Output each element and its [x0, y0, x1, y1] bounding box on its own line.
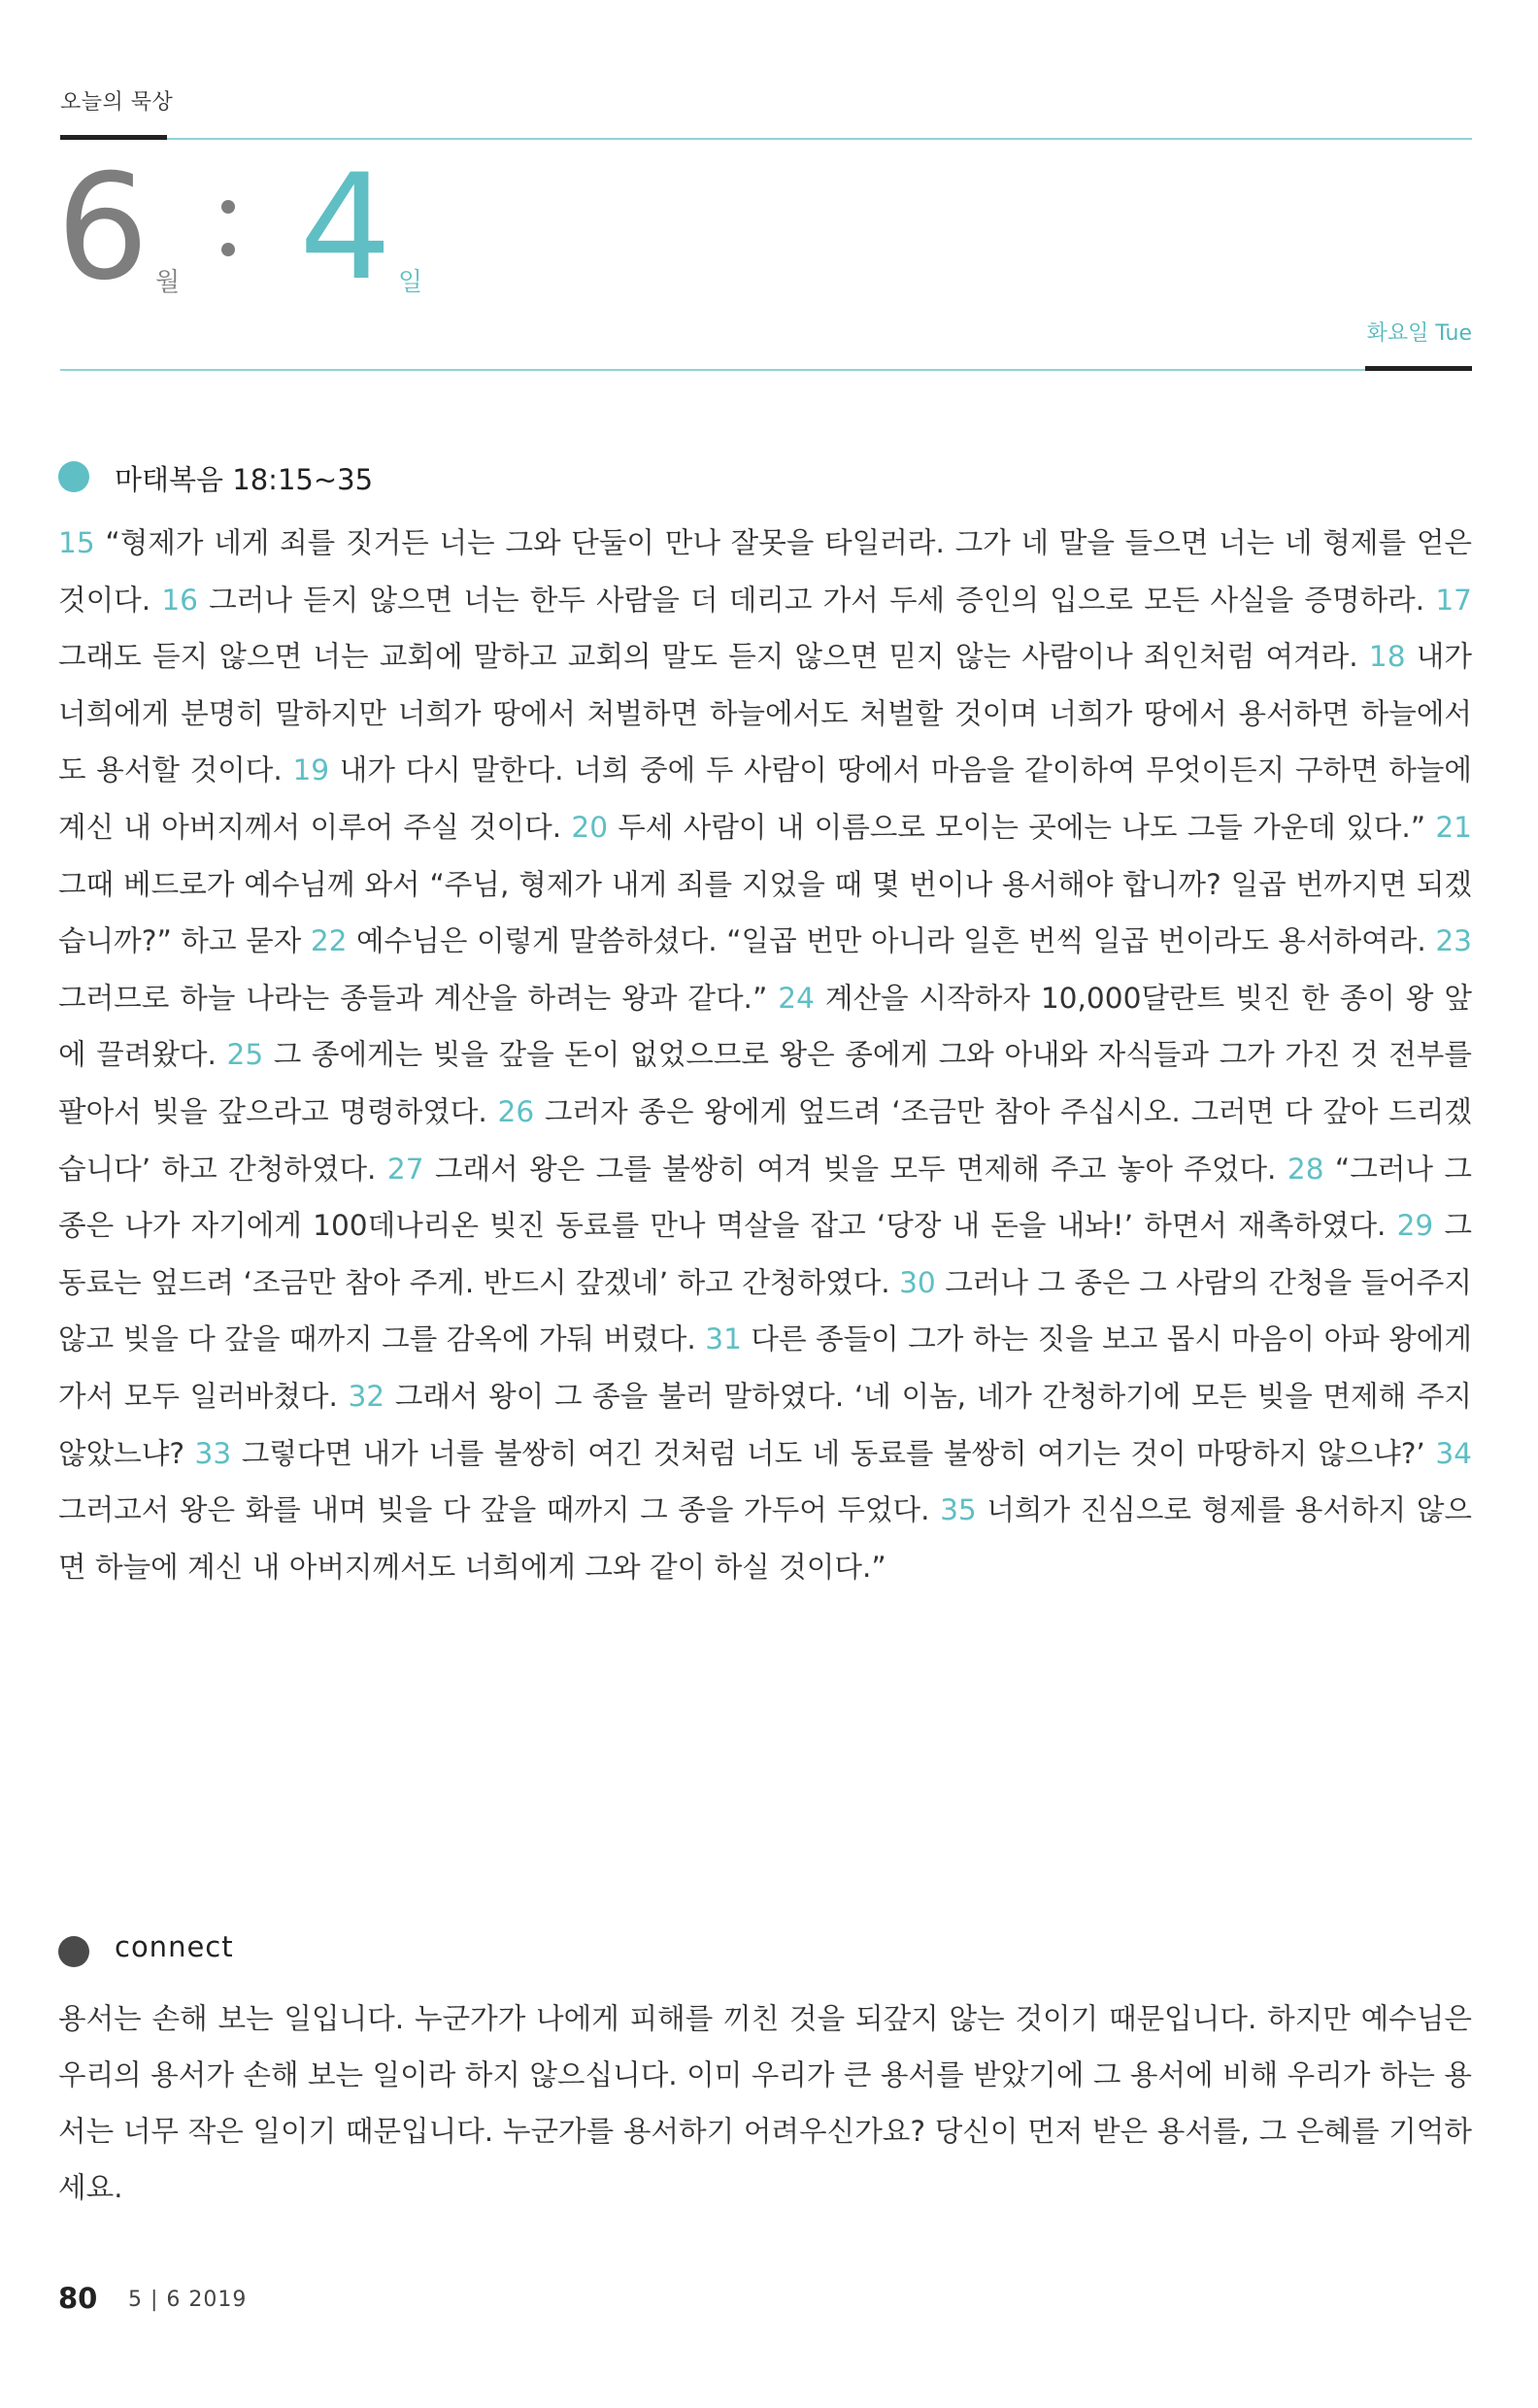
verse-text: 그래도 듣지 않으면 너는 교회에 말하고 교회의 말도 듣지 않으면 믿지 않는 사람이나 죄인처럼 여겨라. — [58, 640, 1369, 674]
verse-number: 35 — [940, 1493, 977, 1527]
connect-body: 용서는 손해 보는 일입니다. 누군가가 나에게 피해를 끼친 것을 되갚지 않는 것이기 때문입니다. 하지만 예수님은 우리의 용서가 손해 보는 일이라 하지 않으십니다. 이미 우리가 큰 용서를 받았기에 그 용서에 비해 우리가 하는 용서는 너무 작은 일이기 때문입니다. 누군가를 용서하기 어려우신가요? 당신이 먼저 받은 용서를, 그 은혜를 기억하세요. — [58, 2002, 1472, 2204]
verse-text: 그러나 듣지 않으면 너는 한두 사람을 더 데리고 가서 두세 증인의 입으로 모든 사실을 증명하라. — [198, 583, 1436, 617]
date-divider-accent — [1365, 366, 1472, 371]
verse-text: 다른 종들이 그가 하는 짓을 보고 몹시 마음이 아파 왕에게 가서 모두 일러바쳤다. — [58, 1322, 1472, 1413]
verse-number: 33 — [194, 1436, 232, 1470]
verse-text: 너희가 진심으로 형제를 용서하지 않으면 하늘에 계신 내 아버지께서도 너희에게 그와 같이 하실 것이다.” — [58, 1493, 1473, 1584]
verse-number: 25 — [226, 1038, 264, 1072]
verse-text: 계산을 시작하자 10,000달란트 빚진 한 종이 왕 앞에 끌려왔다. — [58, 981, 1473, 1072]
verse-text: 그러므로 하늘 나라는 종들과 계산을 하려는 왕과 같다.” — [58, 981, 779, 1015]
verse-number: 17 — [1435, 583, 1473, 617]
verse-number: 31 — [705, 1322, 742, 1356]
verse-text: “형제가 네게 죄를 짓거든 너는 그와 단둘이 만나 잘못을 타일러라. 그가 네 말을 들으면 너는 네 형제를 얻은 것이다. — [58, 526, 1472, 617]
verse-text: 그렇다면 내가 너를 불쌍히 여긴 것처럼 너도 네 동료를 불쌍히 여기는 것이 마땅하지 않으냐?’ — [231, 1436, 1436, 1470]
verse-number: 20 — [571, 810, 609, 844]
verse-text: 두세 사람이 내 이름으로 모이는 곳에는 나도 그들 가운데 있다.” — [608, 810, 1436, 844]
verse-number: 21 — [1435, 810, 1473, 844]
scripture-bullet-icon — [58, 461, 89, 492]
verse-text: 그래서 왕이 그 종을 불러 말하였다. ‘네 이놈, 네가 간청하기에 모든 빚을 면제해 주지 않았느냐? — [58, 1379, 1472, 1470]
verse-text: 그 종에게는 빚을 갚을 돈이 없었으므로 왕은 종에게 그와 아내와 자식들과 그가 가진 것 전부를 팔아서 빚을 갚으라고 명령하였다. — [58, 1038, 1472, 1128]
scripture-body — [58, 515, 1472, 1595]
verse-number: 34 — [1435, 1436, 1472, 1470]
verse-text: 그러나 그 종은 그 사람의 간청을 들어주지 않고 빚을 다 갚을 때까지 그를 감옥에 가둬 버렸다. — [58, 1265, 1472, 1356]
verse-number: 28 — [1287, 1152, 1324, 1186]
verse-number: 24 — [778, 981, 815, 1015]
day-number: 4 — [299, 144, 392, 313]
verse-text: 내가 다시 말한다. 너희 중에 두 사람이 땅에서 마음을 같이하여 무엇이든지 구하면 하늘에 계신 내 아버지께서 이루어 주실 것이다. — [58, 753, 1472, 844]
page-number: 80 — [58, 2282, 98, 2315]
header-divider — [60, 138, 1472, 140]
date-colon — [221, 200, 235, 285]
header-divider-accent — [60, 135, 167, 140]
verse-number: 15 — [58, 526, 95, 559]
verse-text: 그때 베드로가 예수님께 와서 “주님, 형제가 내게 죄를 지었을 때 몇 번이나 용서해야 합니까? 일곱 번까지면 되겠습니까?” 하고 묻자 — [58, 867, 1472, 958]
verse-number: 22 — [310, 924, 348, 958]
weekday-label: 화요일 Tue — [1366, 321, 1472, 346]
verse-text: 그 동료는 엎드려 ‘조금만 참아 주게. 반드시 갚겠네’ 하고 간청하였다. — [58, 1209, 1472, 1299]
verse-number: 19 — [292, 753, 330, 787]
verse-text: 그러자 종은 왕에게 엎드려 ‘조금만 참아 주십시오. 그러면 다 갚아 드리겠습니다’ 하고 간청하였다. — [58, 1094, 1472, 1186]
scripture-title: 마태복음 18:15~35 — [115, 463, 374, 496]
month-number: 6 — [56, 144, 150, 313]
verse-text: “그러나 그 종은 나가 자기에게 100데나리온 빚진 동료를 만나 멱살을 잡고 ‘당장 내 돈을 내놔!’ 하면서 재촉하였다. — [58, 1152, 1472, 1243]
verse-number: 30 — [899, 1265, 936, 1299]
verse-number: 29 — [1396, 1209, 1434, 1243]
verse-number: 18 — [1368, 640, 1406, 674]
header-label: 오늘의 묵상 — [60, 90, 174, 115]
verse-number: 26 — [497, 1094, 535, 1128]
verse-text: 내가 너희에게 분명히 말하지만 너희가 땅에서 처벌하면 하늘에서도 처벌할 것이며 너희가 땅에서 용서하면 하늘에서도 용서할 것이다. — [58, 640, 1472, 787]
month-unit: 월 — [155, 268, 181, 297]
issue-date: 5 | 6 2019 — [128, 2288, 248, 2312]
verse-text: 예수님은 이렇게 말씀하셨다. “일곱 번만 아니라 일흔 번씩 일곱 번이라도 용서하여라. — [347, 924, 1436, 958]
date-divider — [60, 369, 1472, 371]
verse-number: 32 — [348, 1379, 385, 1413]
verse-text: 그래서 왕은 그를 불쌍히 여겨 빚을 모두 면제해 주고 놓아 주었다. — [423, 1152, 1287, 1186]
connect-bullet-icon — [58, 1936, 89, 1967]
verse-number: 16 — [161, 583, 199, 617]
day-unit: 일 — [398, 268, 423, 297]
verse-number: 23 — [1435, 924, 1472, 958]
connect-title: connect — [115, 1930, 234, 1963]
verse-text: 그러고서 왕은 화를 내며 빚을 다 갚을 때까지 그 종을 가두어 두었다. — [58, 1493, 941, 1527]
verse-number: 27 — [386, 1152, 424, 1186]
